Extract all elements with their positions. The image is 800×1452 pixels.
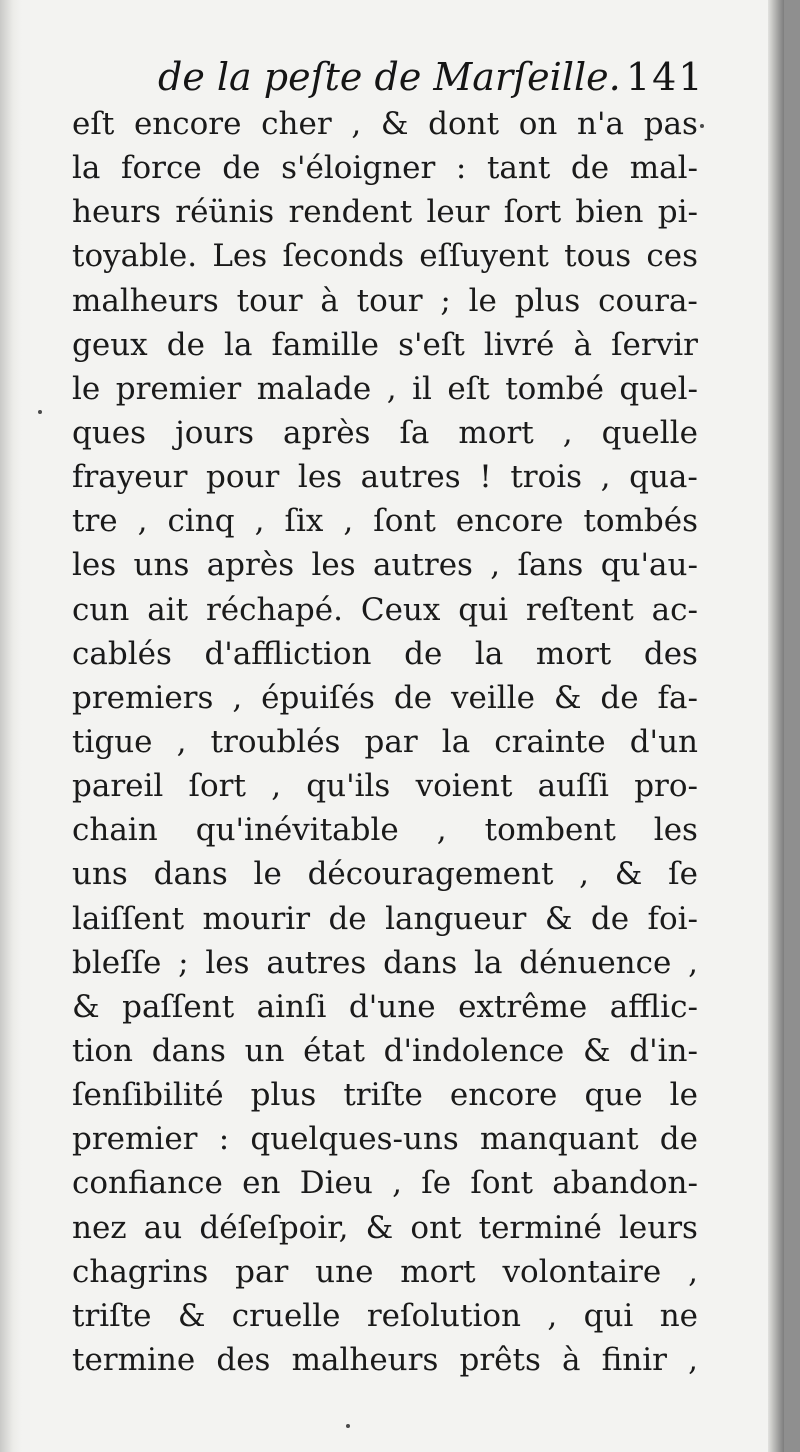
text-line: ques jours après ſa mort , quelle <box>72 414 698 451</box>
page-header <box>0 50 784 104</box>
text-line: tion dans un état d'indolence & d'in- <box>72 1032 698 1069</box>
text-line: tre , cinq , ſix , ſont encore tombés <box>72 503 698 540</box>
text-line: eſt encore cher , & dont on n'a pas <box>72 106 698 142</box>
text-line: nez au déſeſpoir, & ont terminé leurs <box>72 1209 698 1246</box>
page-number: 141 <box>626 55 705 99</box>
paper-speck <box>346 1424 350 1428</box>
text-line: premier : quelques-uns manquant de <box>72 1121 698 1158</box>
text-line: le premier malade , il eſt tombé quel- <box>72 370 698 407</box>
text-line: toyable. Les ſeconds eſſuyent tous ces <box>72 238 698 275</box>
text-line: la force de s'éloigner : tant de mal- <box>72 150 698 187</box>
text-line: malheurs tour à tour ; le plus coura- <box>72 282 698 319</box>
paper-speck <box>38 410 42 414</box>
text-line: confiance en Dieu , ſe ſont abandon- <box>72 1165 698 1202</box>
text-line: chain qu'inévitable , tombent les <box>72 812 698 849</box>
text-line: premiers , épuiſés de veille & de fa- <box>72 679 698 716</box>
page-gutter-shadow <box>0 0 22 1452</box>
text-line: geux de la famille s'eſt livré à ſervir <box>72 326 698 363</box>
running-title: de la peſte de Marſeille. <box>158 55 621 99</box>
text-line: cablés d'affliction de la mort des <box>72 635 698 672</box>
text-line: bleſſe ; les autres dans la dénuence , <box>72 944 698 981</box>
text-line: frayeur pour les autres ! trois , qua- <box>72 459 698 496</box>
text-line: & paſſent ainſi d'une extrême afflic- <box>72 988 698 1025</box>
text-line: laiſſent mourir de langueur & de foi- <box>72 900 698 937</box>
text-line: heurs réünis rendent leur ſort bien pi- <box>72 194 698 231</box>
text-line: pareil ſort , qu'ils voient auſſi pro- <box>72 768 698 805</box>
text-line: les uns après les autres , ſans qu'au- <box>72 547 698 584</box>
text-line: uns dans le découragement , & ſe <box>72 856 698 893</box>
text-line: ſenſibilité plus triſte encore que le <box>72 1077 698 1114</box>
text-line: tigue , troublés par la crainte d'un <box>72 723 698 760</box>
paper-speck <box>700 124 704 128</box>
text-line: triſte & cruelle reſolution , qui ne <box>72 1297 698 1334</box>
text-line: cun ait réchapé. Ceux qui reſtent ac- <box>72 591 698 628</box>
text-line: termine des malheurs prêts à finir , <box>72 1341 698 1378</box>
body-text <box>72 102 698 1382</box>
page-edge-shadow <box>768 0 784 1452</box>
text-line: chagrins par une mort volontaire , <box>72 1253 698 1290</box>
